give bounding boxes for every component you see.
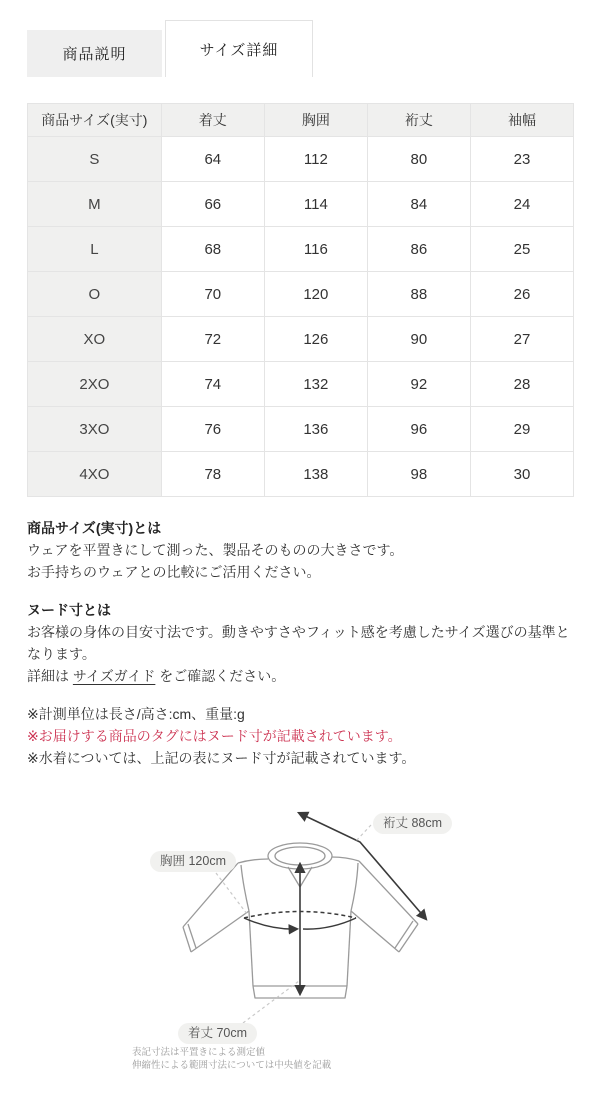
section-product-size	[27, 517, 573, 583]
size-explanations	[27, 517, 573, 687]
measurement-cell: 27	[470, 317, 573, 362]
note-line: ※計測単位は長さ/高さ:cm、重量:g	[27, 706, 245, 722]
measurement-cell: 25	[470, 227, 573, 272]
diagram-footnote-line: 表記寸法は平置きによる測定値	[132, 1047, 266, 1058]
section-nude-size	[27, 599, 573, 687]
section-heading: ヌード寸とは	[27, 602, 111, 618]
measurement-cell: 96	[367, 407, 470, 452]
size-name-cell: 4XO	[28, 452, 162, 497]
size-name-cell: L	[28, 227, 162, 272]
diagram-footnotes	[132, 1046, 331, 1072]
measurement-cell: 136	[264, 407, 367, 452]
measurement-cell: 84	[367, 182, 470, 227]
column-header: 着丈	[161, 104, 264, 137]
size-name-cell: XO	[28, 317, 162, 362]
column-header: 袖幅	[470, 104, 573, 137]
table-row	[28, 137, 574, 182]
table-row	[28, 407, 574, 452]
size-guide-prefix: 詳細は	[27, 668, 73, 684]
measurement-cell: 86	[367, 227, 470, 272]
size-name-cell: 3XO	[28, 407, 162, 452]
size-name-cell: S	[28, 137, 162, 182]
measurement-cell: 126	[264, 317, 367, 362]
measurement-cell: 114	[264, 182, 367, 227]
measurement-cell: 72	[161, 317, 264, 362]
tab-product-description[interactable]: 商品説明	[27, 30, 162, 77]
section-text-line: お客様の身体の目安寸法です。動きやすさやフィット感を考慮したサイズ選びの基準となります。	[27, 624, 570, 662]
measurement-cell: 74	[161, 362, 264, 407]
size-name-cell: M	[28, 182, 162, 227]
size-guide-suffix: をご確認ください。	[155, 668, 286, 684]
table-row	[28, 362, 574, 407]
measurement-cell: 28	[470, 362, 573, 407]
measurement-cell: 92	[367, 362, 470, 407]
measurement-cell: 76	[161, 407, 264, 452]
measurement-cell: 30	[470, 452, 573, 497]
section-text-line: お手持ちのウェアとの比較にご活用ください。	[27, 564, 321, 580]
measurement-cell: 132	[264, 362, 367, 407]
section-lines-1	[27, 621, 573, 665]
size-table	[27, 103, 574, 497]
column-header: 胸囲	[264, 104, 367, 137]
table-row	[28, 272, 574, 317]
measurement-cell: 88	[367, 272, 470, 317]
size-name-cell: O	[28, 272, 162, 317]
size-name-cell: 2XO	[28, 362, 162, 407]
note-line: ※お届けする商品のタグにはヌード寸が記載されています。	[27, 728, 402, 744]
measurement-cell: 29	[470, 407, 573, 452]
table-row	[28, 182, 574, 227]
measurement-cell: 116	[264, 227, 367, 272]
garment-illustration	[0, 797, 600, 1082]
measurement-cell: 70	[161, 272, 264, 317]
measurement-cell: 120	[264, 272, 367, 317]
size-guide-link[interactable]: サイズガイド	[72, 668, 156, 684]
measurement-cell: 98	[367, 452, 470, 497]
measurement-cell: 68	[161, 227, 264, 272]
section-heading: 商品サイズ(実寸)とは	[27, 520, 162, 536]
column-header: 裄丈	[367, 104, 470, 137]
section-lines-0	[27, 539, 573, 583]
tab-bar	[27, 20, 600, 77]
size-guide-line	[27, 665, 573, 687]
table-row	[28, 452, 574, 497]
measurement-cell: 78	[161, 452, 264, 497]
measurement-cell: 66	[161, 182, 264, 227]
measurement-cell: 90	[367, 317, 470, 362]
section-text-line: ウェアを平置きにして測った、製品そのものの大きさです。	[27, 542, 404, 558]
measurement-cell: 80	[367, 137, 470, 182]
table-row	[28, 317, 574, 362]
body-length-label: 着丈 70cm	[178, 1023, 257, 1044]
column-header: 商品サイズ(実寸)	[28, 104, 162, 137]
measurement-cell: 138	[264, 452, 367, 497]
diagram-footnote-line: 伸縮性による範囲寸法については中央値を記載	[132, 1060, 332, 1071]
size-table-body	[28, 137, 574, 497]
size-table-header-row	[28, 104, 574, 137]
label-leader-lines	[216, 825, 371, 1023]
measurement-cell: 26	[470, 272, 573, 317]
notes-list	[27, 703, 573, 769]
sleeve-length-label: 裄丈 88cm	[373, 813, 452, 834]
tab-size-detail[interactable]: サイズ詳細	[165, 20, 313, 77]
measurement-cell: 24	[470, 182, 573, 227]
measurement-cell: 23	[470, 137, 573, 182]
measurement-diagram	[0, 797, 600, 1082]
chest-label: 胸囲 120cm	[150, 851, 236, 872]
measurement-cell: 64	[161, 137, 264, 182]
table-row	[28, 227, 574, 272]
size-table-container	[27, 103, 573, 497]
measurement-cell: 112	[264, 137, 367, 182]
note-line: ※水着については、上記の表にヌード寸が記載されています。	[27, 750, 416, 766]
